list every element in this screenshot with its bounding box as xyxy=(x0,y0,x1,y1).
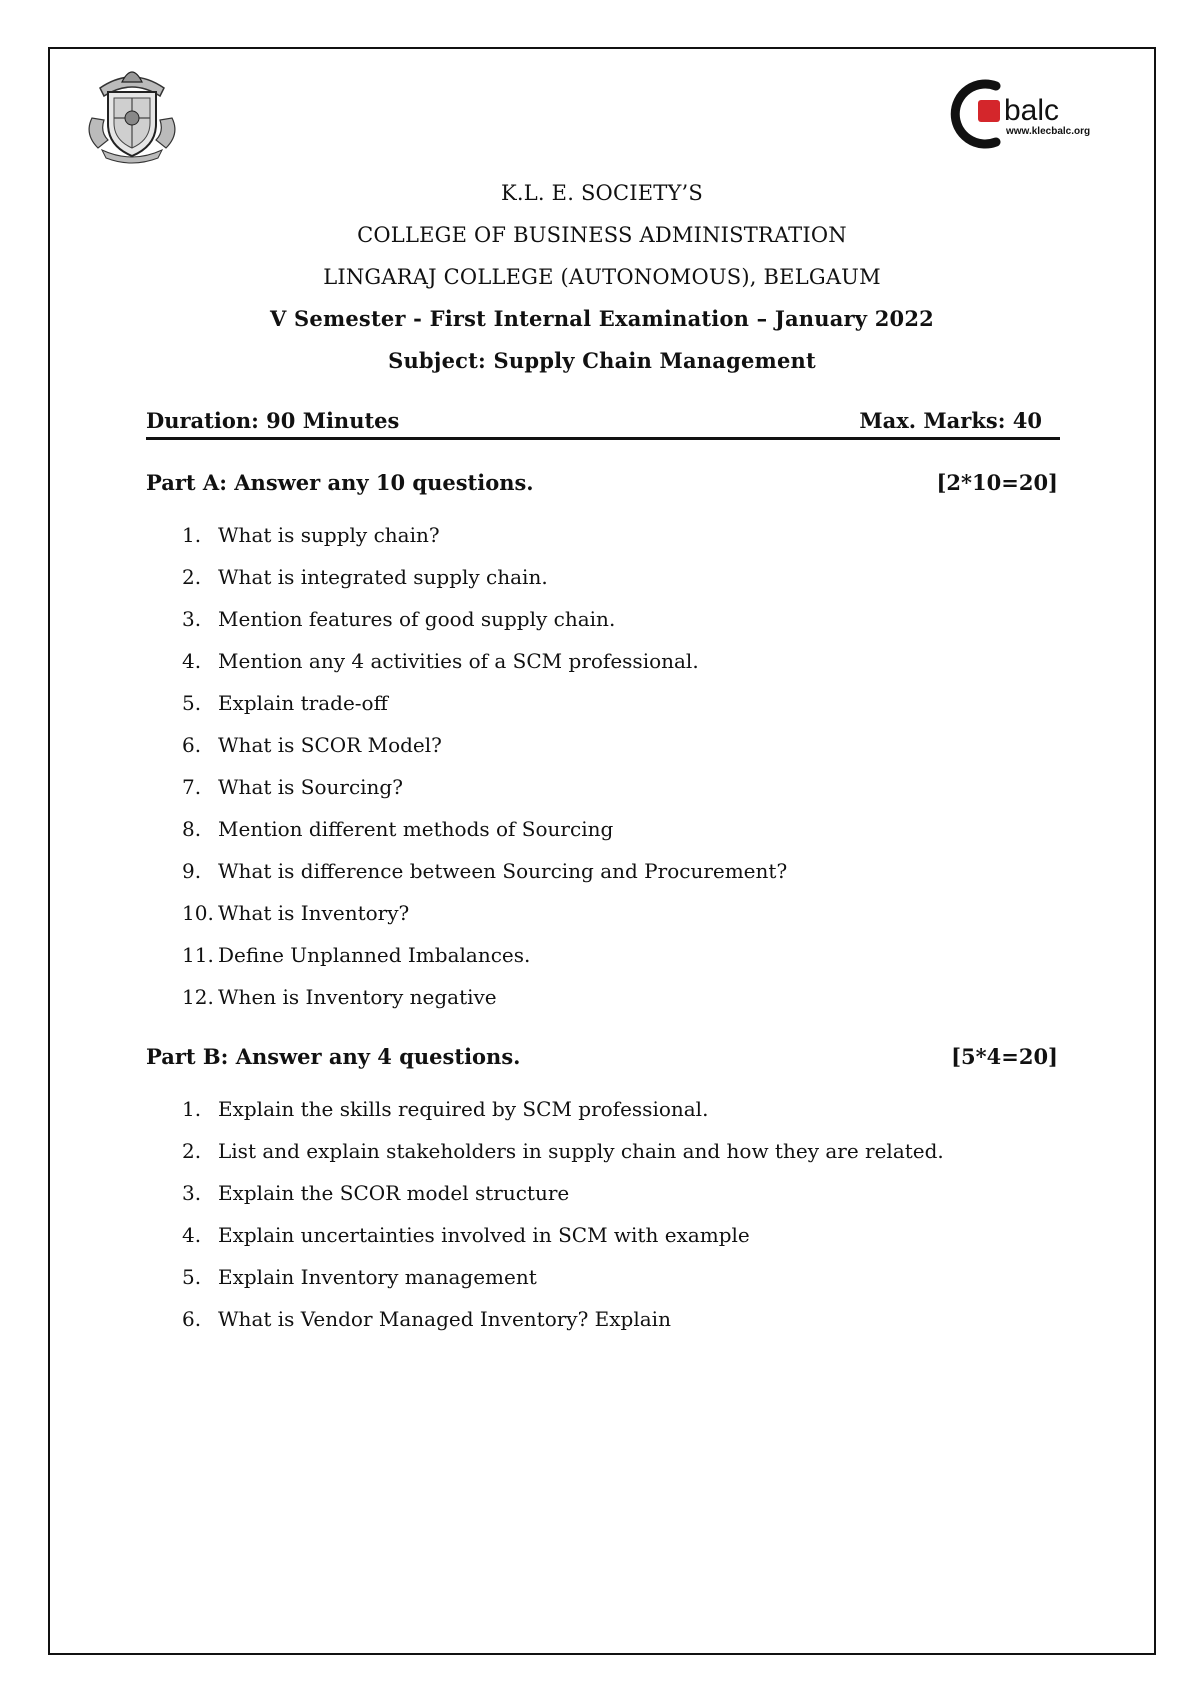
question-item: 9. What is difference between Sourcing and Procurement? xyxy=(182,859,788,883)
cbalc-brand-text: balc xyxy=(1004,94,1060,127)
exam-header xyxy=(48,172,1156,382)
cbalc-website-text: www.klecbalc.org xyxy=(1006,126,1091,137)
society-name: K.L. E. SOCIETY’S xyxy=(501,181,703,205)
question-item: 2. What is integrated supply chain. xyxy=(182,565,548,589)
question-item: 11. Define Unplanned Imbalances. xyxy=(182,943,531,967)
part-a-title: Part A: Answer any 10 questions. xyxy=(146,470,534,495)
question-item: 6. What is Vendor Managed Inventory? Explain xyxy=(182,1307,671,1331)
question-item: 3. Explain the SCOR model structure xyxy=(182,1181,570,1205)
question-item: 3. Mention features of good supply chain. xyxy=(182,607,616,631)
kle-society-seal-logo xyxy=(78,58,186,166)
question-item: 10. What is Inventory? xyxy=(182,901,410,925)
question-item: 5. Explain trade-off xyxy=(182,691,388,715)
duration-label: Duration: 90 Minutes xyxy=(146,408,400,433)
part-a-header xyxy=(146,466,1058,500)
question-item: 2. List and explain stakeholders in supply chain and how they are related. xyxy=(182,1139,944,1163)
question-item: 6. What is SCOR Model? xyxy=(182,733,442,757)
max-marks-label: Max. Marks: 40 xyxy=(859,408,1042,433)
college-name: COLLEGE OF BUSINESS ADMINISTRATION xyxy=(357,223,847,247)
part-b-header xyxy=(146,1040,1058,1074)
subject-title: Subject: Supply Chain Management xyxy=(388,348,816,373)
part-a-question-list xyxy=(146,514,1058,1018)
question-item: 4. Explain uncertainties involved in SCM with example xyxy=(182,1223,750,1247)
part-a-marks: [2*10=20] xyxy=(936,470,1058,495)
question-item: 12. When is Inventory negative xyxy=(182,985,497,1009)
institution-name: LINGARAJ COLLEGE (AUTONOMOUS), BELGAUM xyxy=(323,265,881,289)
part-a-section xyxy=(146,466,1058,1018)
question-item: 8. Mention different methods of Sourcing xyxy=(182,817,614,841)
question-item: 4. Mention any 4 activities of a SCM professional. xyxy=(182,649,699,673)
exam-meta-row xyxy=(146,408,1060,440)
question-item: 1. Explain the skills required by SCM professional. xyxy=(182,1097,709,1121)
part-b-question-list xyxy=(146,1088,1058,1340)
question-item: 1. What is supply chain? xyxy=(182,523,440,547)
exam-title: V Semester - First Internal Examination – January 2022 xyxy=(270,306,934,331)
question-item: 7. What is Sourcing? xyxy=(182,775,403,799)
part-b-marks: [5*4=20] xyxy=(951,1044,1058,1069)
part-b-title: Part B: Answer any 4 questions. xyxy=(146,1044,521,1069)
cbalc-logo xyxy=(950,78,1130,150)
part-b-section xyxy=(146,1040,1058,1340)
question-item: 5. Explain Inventory management xyxy=(182,1265,537,1289)
